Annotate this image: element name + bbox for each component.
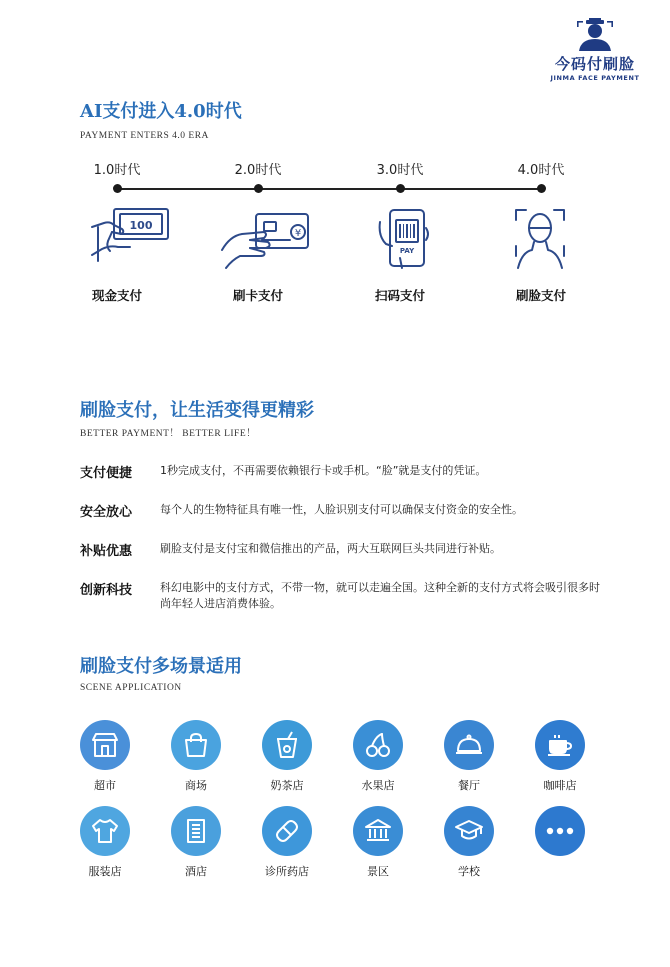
logo-title-cn: 今码付刷脸	[554, 55, 635, 73]
feature-value: 1秒完成支付，不再需要依赖银行卡或手机。“脸”就是支付的凭证。	[160, 464, 487, 477]
scene-coffee-shop	[520, 720, 600, 793]
era-name-cash: 现金支付	[91, 288, 142, 303]
scene-label: 酒店	[185, 865, 207, 878]
scene-supermarket	[65, 720, 145, 793]
scene-label: 水果店	[361, 779, 395, 792]
more-dots-icon[interactable]	[545, 827, 575, 835]
feature-value: 每个人的生物特征具有唯一性，人脸识别支付可以确保支付资金的安全性。	[160, 503, 523, 516]
feature-key: 安全放心	[80, 505, 133, 520]
scene-hotel	[156, 806, 236, 879]
landmark-icon	[364, 818, 392, 844]
brand-logo	[540, 18, 650, 82]
scene-label: 学校	[458, 865, 480, 878]
scene-circle	[171, 720, 221, 770]
timeline-line	[117, 188, 541, 190]
section2-subtitle: BETTER PAYMENT！ BETTER LIFE！	[80, 429, 257, 439]
feature-key: 支付便捷	[80, 466, 133, 481]
svg-text:PAY: PAY	[399, 247, 415, 255]
era-label-4: 4.0时代	[517, 163, 565, 178]
timeline-dot-1	[113, 184, 122, 193]
timeline-dot-2	[254, 184, 263, 193]
face-scan-icon	[512, 206, 568, 272]
svg-text:¥: ¥	[294, 228, 302, 239]
coffee-cup-icon	[546, 733, 574, 757]
food-cloche-icon	[454, 733, 484, 757]
scene-label: 奶茶店	[270, 779, 304, 792]
storefront-icon	[91, 732, 119, 758]
section1-title: AI支付进入4.0时代	[80, 101, 242, 122]
scene-label: 商场	[185, 779, 207, 792]
scene-label: 服装店	[88, 865, 122, 878]
timeline-dot-4	[537, 184, 546, 193]
scene-circle[interactable]	[535, 806, 585, 856]
era-name-qr: 扫码支付	[374, 288, 425, 303]
section2-title: 刷脸支付，让生活变得更精彩	[80, 400, 314, 421]
pill-icon	[273, 817, 301, 845]
logo-mascot-icon	[575, 18, 615, 52]
feature-key: 创新科技	[80, 583, 133, 598]
graduation-cap-icon	[454, 819, 484, 843]
scene-circle	[444, 806, 494, 856]
scene-label: 咖啡店	[543, 779, 577, 792]
scene-clinic-pharmacy	[247, 806, 327, 879]
scene-circle	[262, 806, 312, 856]
scene-mall	[156, 720, 236, 793]
svg-text:100: 100	[129, 219, 153, 232]
section3-subtitle: SCENE APPLICATION	[80, 683, 182, 693]
logo-title-en: JINMA FACE PAYMENT	[550, 74, 640, 82]
section3-title: 刷脸支付多场景适用	[80, 656, 242, 677]
feature-key: 补贴优惠	[80, 544, 133, 559]
section1-subtitle: PAYMENT ENTERS 4.0 ERA	[80, 131, 209, 141]
timeline-dot-3	[396, 184, 405, 193]
scene-restaurant	[429, 720, 509, 793]
scene-clothing	[65, 806, 145, 879]
era-label-2: 2.0时代	[234, 163, 282, 178]
era-label-3: 3.0时代	[376, 163, 424, 178]
cash-hand-icon	[88, 205, 172, 271]
scene-scenic-area	[338, 806, 418, 879]
feature-value: 刷脸支付是支付宝和微信推出的产品，两大互联网巨头共同进行补贴。	[160, 542, 501, 555]
scene-circle	[171, 806, 221, 856]
scene-label: 餐厅	[458, 779, 480, 792]
scene-circle	[353, 720, 403, 770]
scene-circle	[262, 720, 312, 770]
scene-circle	[80, 720, 130, 770]
scene-fruit-shop	[338, 720, 418, 793]
shopping-bag-icon	[183, 732, 209, 758]
qr-phone-icon	[376, 206, 432, 272]
shirt-icon	[91, 818, 119, 844]
feature-value: 科幻电影中的支付方式，不带一物，就可以走遍全国。这种全新的支付方式将会吸引很多时尚年轻人进店消费体验。	[160, 581, 600, 610]
scene-label: 超市	[94, 779, 116, 792]
era-label-1: 1.0时代	[93, 163, 141, 178]
scene-circle	[535, 720, 585, 770]
scene-school	[429, 806, 509, 879]
hotel-building-icon	[184, 818, 208, 844]
scene-milk-tea	[247, 720, 327, 793]
drink-cup-icon	[274, 731, 300, 759]
scene-circle	[353, 806, 403, 856]
scene-label: 景区	[367, 865, 389, 878]
scene-circle	[444, 720, 494, 770]
scene-circle	[80, 806, 130, 856]
card-hand-icon	[220, 210, 312, 272]
era-name-card: 刷卡支付	[232, 288, 283, 303]
scene-label: 诊所药店	[265, 865, 309, 878]
cherry-icon	[364, 732, 392, 758]
era-name-face: 刷脸支付	[515, 288, 566, 303]
scene-more[interactable]	[520, 806, 600, 863]
